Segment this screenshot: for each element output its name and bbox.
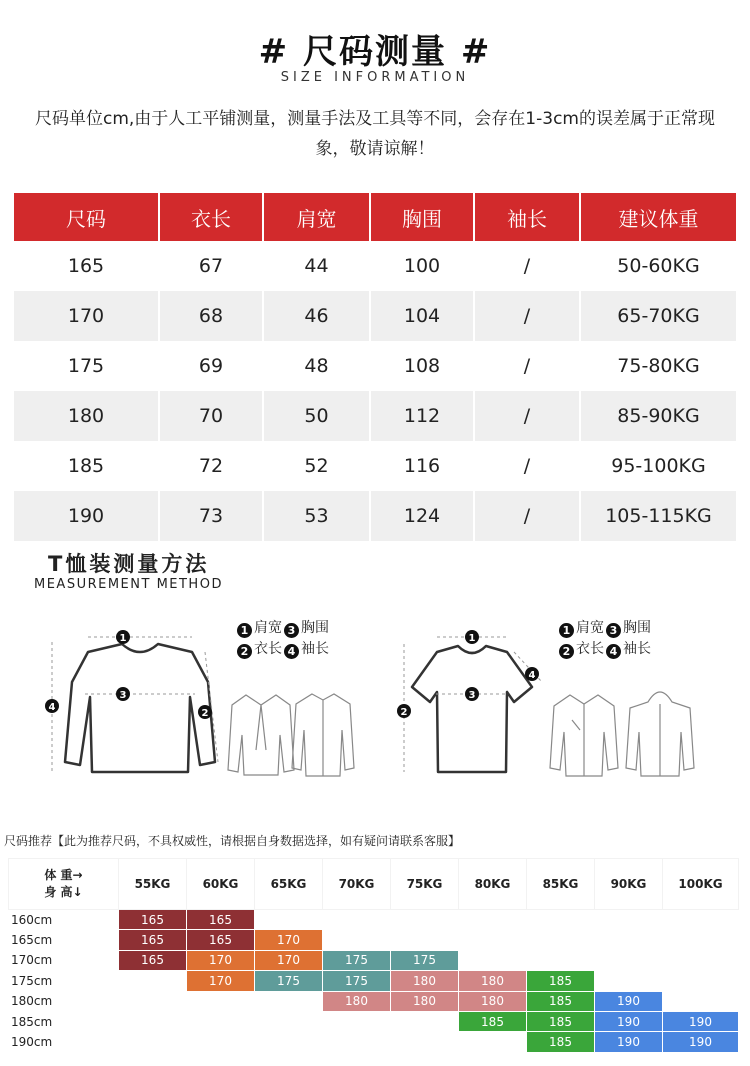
header-length: 衣长 xyxy=(159,193,263,241)
recommendation-cell: 165 xyxy=(119,910,187,930)
page-subtitle: SIZE INFORMATION xyxy=(280,70,470,85)
recommendation-cell xyxy=(595,971,663,991)
header-shoulder: 肩宽 xyxy=(263,193,370,241)
cell-weight: 85-90KG xyxy=(580,391,736,441)
cell-shoulder: 52 xyxy=(263,441,370,491)
recommendation-cell: 170 xyxy=(187,971,255,991)
recommendation-cell: 185 xyxy=(527,1032,595,1052)
recommendation-cell xyxy=(323,930,391,950)
blazer-sketch-icon xyxy=(226,690,296,780)
recommendation-cell: 190 xyxy=(595,1032,663,1052)
cell-chest: 112 xyxy=(370,391,474,441)
cell-chest: 108 xyxy=(370,341,474,391)
height-label: 180cm xyxy=(9,991,119,1011)
height-label: 185cm xyxy=(9,1011,119,1031)
table-row xyxy=(9,971,739,991)
recommendation-cell: 180 xyxy=(391,991,459,1011)
recommendation-cell xyxy=(119,1032,187,1052)
table-row xyxy=(9,1011,739,1031)
recommendation-cell xyxy=(255,1011,323,1031)
cell-sleeve: / xyxy=(474,491,580,541)
cell-shoulder: 48 xyxy=(263,341,370,391)
cell-chest: 104 xyxy=(370,291,474,341)
cell-sleeve: / xyxy=(474,341,580,391)
cell-size: 175 xyxy=(67,355,105,377)
measurement-legend-left: 1 肩宽 3 胸围 2 衣长 4 袖长 xyxy=(237,618,329,660)
cell-length: 72 xyxy=(159,441,263,491)
recommendation-cell xyxy=(663,950,739,970)
recommendation-cell: 175 xyxy=(391,950,459,970)
cell-length: 67 xyxy=(159,241,263,291)
height-label: 175cm xyxy=(9,971,119,991)
recommendation-cell xyxy=(459,910,527,930)
recommendation-cell: 180 xyxy=(391,971,459,991)
recommendation-cell xyxy=(391,910,459,930)
svg-text:4: 4 xyxy=(528,670,536,681)
table-row xyxy=(14,291,736,341)
table-row xyxy=(14,441,736,491)
table-row xyxy=(14,391,736,441)
recommendation-cell xyxy=(255,991,323,1011)
recommendation-header-row xyxy=(9,859,739,910)
number-4-icon: 4 xyxy=(606,644,621,659)
svg-text:4: 4 xyxy=(48,702,56,713)
cell-size: 180 xyxy=(14,391,159,441)
cell-weight: 95-100KG xyxy=(580,441,736,491)
recommendation-cell xyxy=(459,930,527,950)
cell-size: 170 xyxy=(14,291,159,341)
height-label: 170cm xyxy=(9,950,119,970)
recommendation-title: 尺码推荐【此为推荐尺码，不具权威性，请根据自身数据选择，如有疑问请联系客服】 xyxy=(4,834,461,848)
svg-text:3: 3 xyxy=(468,690,476,701)
recommendation-cell xyxy=(187,991,255,1011)
recommendation-cell xyxy=(663,910,739,930)
recommendation-cell xyxy=(595,930,663,950)
recommendation-cell: 185 xyxy=(459,1011,527,1031)
weight-header: 55KG xyxy=(119,859,187,910)
weight-header: 80KG xyxy=(459,859,527,910)
height-label: 165cm xyxy=(9,930,119,950)
recommendation-cell xyxy=(119,1011,187,1031)
recommendation-cell: 165 xyxy=(187,910,255,930)
recommendation-cell: 185 xyxy=(527,971,595,991)
recommendation-cell xyxy=(527,950,595,970)
number-2-icon: 2 xyxy=(237,644,252,659)
recommendation-cell: 180 xyxy=(459,971,527,991)
number-1-icon: 1 xyxy=(237,623,252,638)
cell-sleeve: / xyxy=(474,291,580,341)
page-title: # 尺码测量 # xyxy=(258,32,492,72)
measurement-legend-right: 1 肩宽 3 胸围 2 衣长 4 袖长 xyxy=(559,618,651,660)
shirt-sketch-icon xyxy=(548,690,620,780)
recommendation-cell xyxy=(595,910,663,930)
recommendation-cell xyxy=(663,930,739,950)
recommendation-cell xyxy=(391,1011,459,1031)
recommendation-cell: 175 xyxy=(323,950,391,970)
long-sleeve-diagram xyxy=(40,622,220,782)
number-3-icon: 3 xyxy=(284,623,299,638)
cell-shoulder: 50 xyxy=(263,391,370,441)
number-4-icon: 4 xyxy=(284,644,299,659)
cell-weight: 75-80KG xyxy=(580,341,736,391)
recommendation-cell: 175 xyxy=(255,971,323,991)
cell-chest: 124 xyxy=(370,491,474,541)
recommendation-cell: 190 xyxy=(595,1011,663,1031)
cell-sleeve: / xyxy=(474,441,580,491)
recommendation-cell xyxy=(255,1032,323,1052)
height-label: 160cm xyxy=(9,910,119,930)
svg-text:2: 2 xyxy=(400,707,408,718)
cell-sleeve: / xyxy=(474,391,580,441)
recommendation-cell: 170 xyxy=(255,930,323,950)
cell-shoulder: 46 xyxy=(263,291,370,341)
svg-text:3: 3 xyxy=(119,690,127,701)
cell-length: 70 xyxy=(159,391,263,441)
cell-weight: 65-70KG xyxy=(580,291,736,341)
recommendation-cell xyxy=(527,930,595,950)
cell-length: 69 xyxy=(159,341,263,391)
recommendation-cell xyxy=(527,910,595,930)
recommendation-cell: 185 xyxy=(527,991,595,1011)
cell-chest: 100 xyxy=(370,241,474,291)
measurement-note: 尺码单位cm,由于人工平铺测量，测量手法及工具等不同，会存在1-3cm的误差属于正常现象，敬请谅解！ xyxy=(35,109,715,159)
recommendation-cell: 190 xyxy=(663,1011,739,1031)
cell-length: 73 xyxy=(159,491,263,541)
cell-size: 190 xyxy=(14,491,159,541)
header-sleeve: 袖长 xyxy=(474,193,580,241)
table-row xyxy=(14,341,736,391)
recommendation-cell: 180 xyxy=(323,991,391,1011)
recommendation-cell xyxy=(459,950,527,970)
weight-header: 75KG xyxy=(391,859,459,910)
recommendation-cell: 165 xyxy=(187,930,255,950)
weight-header: 85KG xyxy=(527,859,595,910)
size-recommendation-table xyxy=(8,858,739,1053)
table-row xyxy=(9,930,739,950)
cell-length: 68 xyxy=(159,291,263,341)
cell-shoulder: 44 xyxy=(263,241,370,291)
table-row xyxy=(9,950,739,970)
weight-header: 90KG xyxy=(595,859,663,910)
cell-size: 165 xyxy=(67,255,105,277)
cell-shoulder: 53 xyxy=(263,491,370,541)
weight-header: 60KG xyxy=(187,859,255,910)
recommendation-cell xyxy=(187,1032,255,1052)
weight-header: 70KG xyxy=(323,859,391,910)
weight-header: 65KG xyxy=(255,859,323,910)
cell-sleeve: / xyxy=(474,241,580,291)
recommendation-cell xyxy=(323,1011,391,1031)
recommendation-cell xyxy=(391,1032,459,1052)
number-2-icon: 2 xyxy=(559,644,574,659)
cell-chest: 116 xyxy=(370,441,474,491)
short-sleeve-diagram xyxy=(392,622,552,782)
number-1-icon: 1 xyxy=(559,623,574,638)
recommendation-cell: 190 xyxy=(663,1032,739,1052)
svg-text:2: 2 xyxy=(201,708,209,719)
hoodie-sketch-icon xyxy=(624,684,696,780)
number-3-icon: 3 xyxy=(606,623,621,638)
recommendation-cell xyxy=(323,1032,391,1052)
recommendation-cell: 170 xyxy=(255,950,323,970)
recommendation-cell xyxy=(391,930,459,950)
recommendation-cell: 165 xyxy=(119,950,187,970)
svg-text:1: 1 xyxy=(468,633,476,644)
recommendation-cell xyxy=(663,991,739,1011)
recommendation-cell xyxy=(187,1011,255,1031)
recommendation-cell xyxy=(255,910,323,930)
height-label: 190cm xyxy=(9,1032,119,1052)
recommendation-cell: 165 xyxy=(119,930,187,950)
recommendation-cell: 180 xyxy=(459,991,527,1011)
cell-weight: 50-60KG xyxy=(580,241,736,291)
table-row xyxy=(14,491,736,541)
recommendation-cell xyxy=(459,1032,527,1052)
recommendation-cell xyxy=(595,950,663,970)
table-row xyxy=(9,1032,739,1052)
weight-header: 100KG xyxy=(663,859,739,910)
recommendation-cell xyxy=(119,971,187,991)
corner-label: 体 重→ 身 高↓ xyxy=(9,859,119,910)
cell-weight: 105-115KG xyxy=(580,491,736,541)
recommendation-cell: 170 xyxy=(187,950,255,970)
table-row xyxy=(9,991,739,1011)
cell-size: 185 xyxy=(67,455,105,477)
measurement-subtitle: MEASUREMENT METHOD xyxy=(34,577,223,592)
table-row xyxy=(9,910,739,930)
table-row xyxy=(14,241,736,291)
measurement-title: T恤装测量方法 xyxy=(48,552,210,576)
size-table-header-row xyxy=(14,193,736,241)
recommendation-cell: 190 xyxy=(595,991,663,1011)
svg-text:1: 1 xyxy=(119,633,127,644)
jacket-sketch-icon xyxy=(290,690,356,780)
recommendation-cell xyxy=(119,991,187,1011)
recommendation-cell xyxy=(663,971,739,991)
header-chest: 胸围 xyxy=(370,193,474,241)
header-size: 尺码 xyxy=(14,193,159,241)
recommendation-cell xyxy=(323,910,391,930)
size-table xyxy=(14,193,736,541)
header-weight: 建议体重 xyxy=(580,193,736,241)
recommendation-cell: 175 xyxy=(323,971,391,991)
recommendation-cell: 185 xyxy=(527,1011,595,1031)
